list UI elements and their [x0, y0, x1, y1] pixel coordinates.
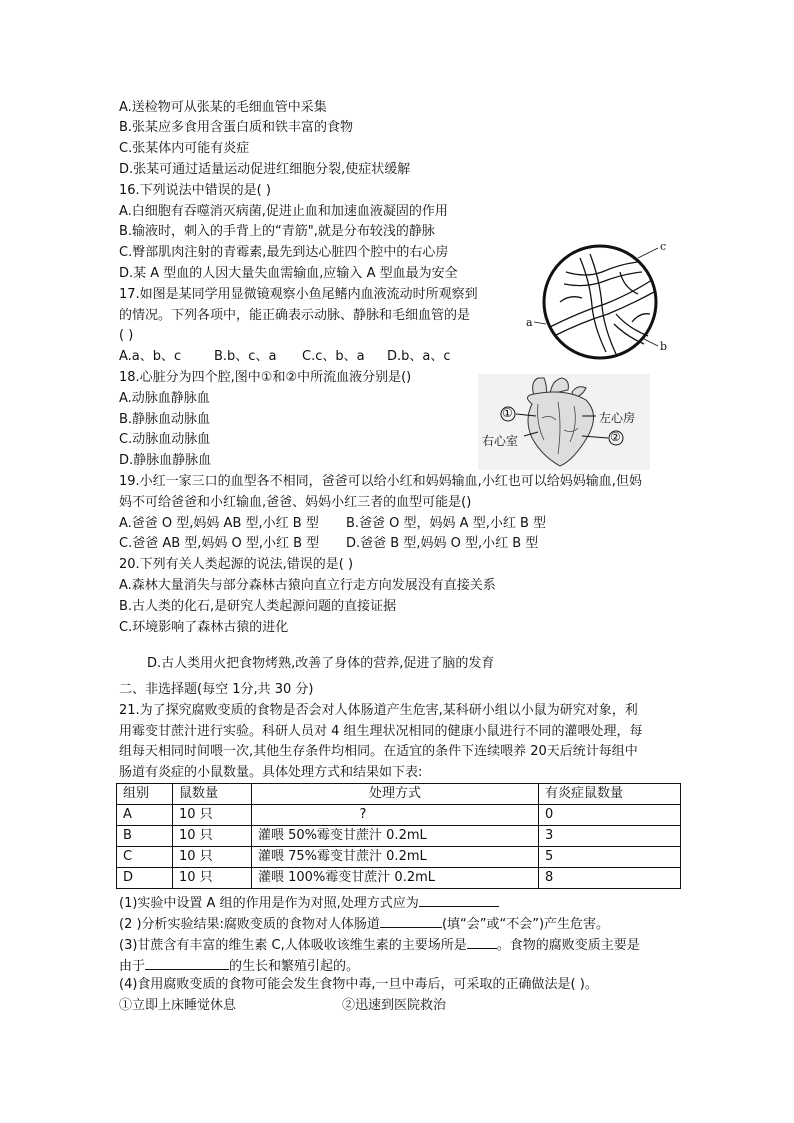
q16-option-d: D.某 A 型血的人因大量失血需输血,应输入 A 型血最为安全: [119, 266, 458, 281]
q21-line1: 21.为了探究腐败变质的食物是否会对人体肠道产生危害,某科研小组以小鼠为研究对象，利: [119, 703, 638, 718]
table-cell: 灌喂 50%霉变甘蔗汁 0.2mL: [252, 826, 539, 847]
table-cell: B: [117, 826, 173, 847]
q18-stem: 18.心脏分为四个腔,图中①和②中所流血液分别是(): [119, 370, 412, 385]
answer-blank-4[interactable]: [145, 955, 229, 970]
table-cell: A: [117, 805, 173, 826]
q19-option-c: C.爸爸 AB 型,妈妈 O 型,小红 B 型: [119, 536, 320, 551]
q21-sub2-text-b: (填“会”或“不会”)产生危害。: [441, 917, 610, 932]
q15-option-a: A.送检物可从张某的毛细血管中采集: [119, 100, 327, 115]
vessel-label-c: c: [660, 240, 667, 253]
table-cell: ?: [252, 805, 539, 826]
q21-line3: 组每天相同时间喂一次,其他生存条件均相同。在适宜的条件下连续喂养 20天后统计每组中: [119, 744, 638, 759]
q21-sub3-text-b: 。食物的腐败变质主要是: [496, 938, 640, 953]
q16-option-b: B.输液时，刺入的手背上的“青筋",就是分布较浅的静脉: [119, 224, 435, 239]
q15-option-c: C.张某体内可能有炎症: [119, 141, 250, 156]
q20-option-c: C.环境影响了森林古猿的进化: [119, 620, 289, 635]
table-row: [117, 826, 681, 847]
q19-stem-line1: 19.小红一家三口的血型各不相同，爸爸可以给小红和妈妈输血,小红也可以给妈妈输血,但妈: [119, 474, 642, 489]
q21-line2: 用霉变甘蔗汁进行实验。科研人员对 4 组生理状况相同的健康小鼠进行不同的灌喂处理，每: [119, 724, 643, 739]
q19-option-d: D.爸爸 B 型,妈妈 O 型,小红 B 型: [346, 536, 539, 551]
q21-sub3-text-c: 由于: [119, 959, 146, 974]
table-cell: 0: [539, 805, 681, 826]
table-cell: 5: [539, 847, 681, 868]
section-2-title: 二、非选择题(每空 1分,共 30 分): [119, 682, 314, 697]
vessel-microscope-figure: [520, 232, 680, 372]
table-cell: 10 只: [173, 847, 252, 868]
table-cell: C: [117, 847, 173, 868]
q17-stem-line1: 17.如图是某同学用显微镜观察小鱼尾鳍内血液流动时所观察到: [119, 287, 478, 302]
table-header-row: [117, 784, 681, 805]
table-row: [117, 805, 681, 826]
q17-option-b: B.b、c、a: [214, 349, 277, 364]
table-row: [117, 847, 681, 868]
q15-option-b: B.张某应多食用含蛋白质和铁丰富的食物: [119, 120, 354, 135]
q18-option-b: B.静脉血动脉血: [119, 412, 211, 427]
heart-label-1: ①: [502, 406, 513, 420]
table-header-cell: 有炎症鼠数量: [539, 784, 681, 805]
q20-option-b: B.古人类的化石,是研究人类起源问题的直接证据: [119, 599, 397, 614]
heart-label-left-atrium: 左心房: [599, 411, 636, 425]
table-cell: 10 只: [173, 805, 252, 826]
table-cell: 灌喂 100%霉变甘蔗汁 0.2mL: [252, 868, 539, 889]
heart-figure: [478, 374, 650, 470]
q20-option-a: A.森林大量消失与部分森林古猿向直立行走方向发展没有直接关系: [119, 578, 496, 593]
answer-blank-2[interactable]: [380, 913, 442, 928]
experiment-table: [116, 783, 681, 889]
q19-option-b: B.爸爸 O 型，妈妈 A 型,小红 B 型: [346, 516, 547, 531]
answer-blank-1[interactable]: [419, 892, 499, 907]
q17-stem-line2: 的情况。下列各项中，能正确表示动脉、静脉和毛细血管的是: [119, 308, 471, 323]
q20-option-d: D.古人类用火把食物烤熟,改善了身体的营养,促进了脑的发育: [147, 656, 495, 671]
table-cell: 3: [539, 826, 681, 847]
answer-blank-3[interactable]: [467, 934, 497, 949]
table-cell: 灌喂 75%霉变甘蔗汁 0.2mL: [252, 847, 539, 868]
q21-sub2: [119, 913, 609, 935]
table-header-cell: 处理方式: [252, 784, 539, 805]
table-cell: 8: [539, 868, 681, 889]
q16-stem: 16.下列说法中错误的是( ): [119, 183, 271, 198]
vessel-label-b: b: [660, 340, 668, 353]
q21-sub3-cont: [119, 955, 359, 977]
q21-sub3-text-d: 的生长和繁殖引起的。: [229, 959, 360, 974]
table-header-cell: 组别: [117, 784, 173, 805]
q18-option-c: C.动脉血动脉血: [119, 432, 211, 447]
q21-line4: 肠道有炎症的小鼠数量。具体处理方式和结果如下表:: [119, 765, 423, 780]
q21-sub4: (4)食用腐败变质的食物可能会发生食物中毒,一旦中毒后，可采取的正确做法是( )。: [119, 977, 598, 992]
q21-sub1: [119, 892, 499, 914]
q17-option-c: C.c、b、a: [302, 349, 365, 364]
q17-stem-line3: ( ): [119, 328, 134, 343]
q19-stem-line2: 妈不可给爸爸和小红输血,爸爸、妈妈小红三者的血型可能是(): [119, 495, 472, 510]
q18-option-d: D.静脉血静脉血: [119, 453, 212, 468]
q17-option-a: A.a、b、c: [119, 349, 182, 364]
table-cell: 10 只: [173, 826, 252, 847]
vessel-label-a: a: [526, 316, 533, 329]
q15-option-d: D.张某可通过适量运动促进红细胞分裂,使症状缓解: [119, 162, 411, 177]
q21-sub4-option-1: ①立即上床睡觉休息: [119, 998, 237, 1013]
q17-option-d: D.b、a、c: [387, 349, 451, 364]
q18-option-a: A.动脉血静脉血: [119, 391, 210, 406]
table-header-cell: 鼠数量: [173, 784, 252, 805]
heart-label-right-ventricle: 右心室: [482, 434, 519, 448]
vessel-diagram: [520, 232, 680, 372]
q21-sub4-option-2: ②迅速到医院救治: [342, 998, 447, 1013]
q21-sub1-text: (1)实验中设置 A 组的作用是作为对照,处理方式应为: [119, 896, 419, 911]
q16-option-c: C.臀部肌肉注射的青霉素,最先到达心脏四个腔中的右心房: [119, 245, 449, 260]
q21-sub2-text-a: (2 )分析实验结果:腐败变质的食物对人体肠道: [119, 917, 380, 932]
q20-stem: 20.下列有关人类起源的说法,错误的是( ): [119, 557, 354, 572]
table-cell: D: [117, 868, 173, 889]
q16-option-a: A.白细胞有吞噬消灭病菌,促进止血和加速血液凝固的作用: [119, 204, 448, 219]
q19-option-a: A.爸爸 O 型,妈妈 AB 型,小红 B 型: [119, 516, 319, 531]
table-cell: 10 只: [173, 868, 252, 889]
q21-sub3-text-a: (3)甘蔗含有丰富的维生素 C,人体吸收该维生素的主要场所是: [119, 938, 467, 953]
table-row: [117, 868, 681, 889]
q21-sub3: [119, 934, 640, 956]
heart-label-2: ②: [610, 430, 621, 444]
